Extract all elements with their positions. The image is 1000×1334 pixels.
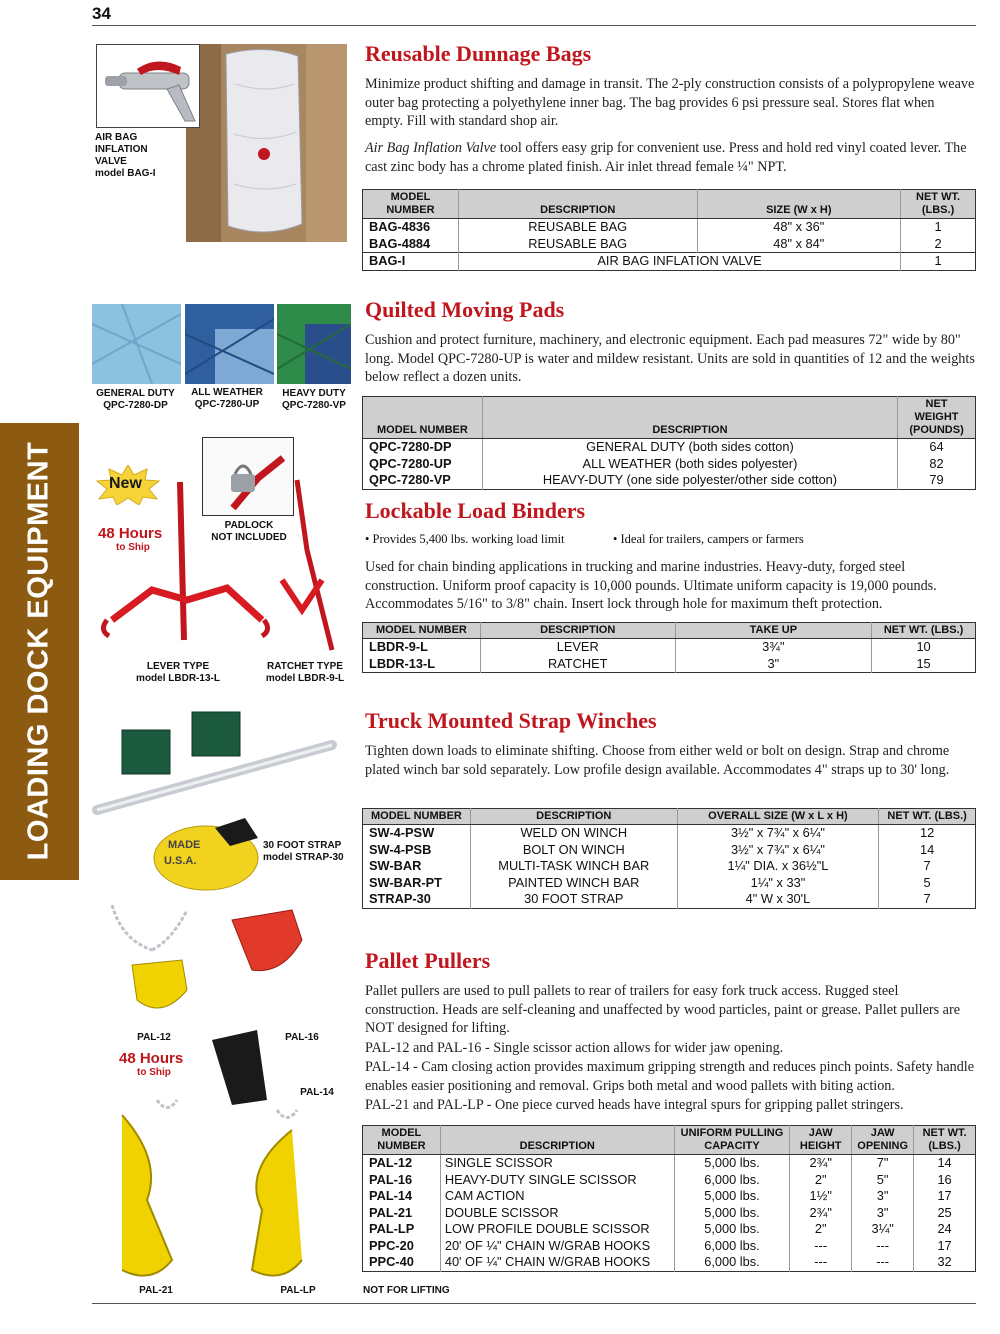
pad-quilt-pattern: [185, 304, 274, 384]
dunnage-bag-photo: [186, 44, 347, 242]
cell: ---: [852, 1254, 914, 1271]
strap-print-2: U.S.A.: [164, 855, 197, 867]
bottom-rule: [92, 1303, 976, 1304]
cell: STRAP-30: [369, 891, 431, 906]
table-header: [363, 1126, 976, 1155]
cell: 12: [879, 825, 976, 842]
cell: MULTI-TASK WINCH BAR: [470, 858, 677, 875]
cell: REUSABLE BAG: [458, 236, 697, 253]
cell: 7": [852, 1155, 914, 1172]
caption-line: HEAVY DUTY: [282, 388, 346, 399]
table-header: [363, 623, 976, 639]
caption-line: QPC-7280-UP: [194, 399, 260, 410]
cell: PAL-12: [369, 1155, 413, 1170]
winch-illustration: [92, 700, 354, 825]
cell: WELD ON WINCH: [470, 825, 677, 842]
table-row: [363, 219, 976, 236]
cell: 48" x 84": [697, 236, 901, 253]
caption-line: NOT INCLUDED: [211, 532, 287, 543]
cell: SW-4-PSW: [369, 825, 435, 840]
table-row: [363, 472, 976, 489]
col-weight: NET WT. (LBS.): [879, 809, 976, 825]
cell: 3": [675, 656, 872, 673]
cell: PPC-40: [369, 1254, 414, 1269]
caption-line: PADLOCK: [224, 520, 274, 531]
pallp-caption: PAL-LP: [280, 1285, 316, 1296]
ratchet-caption: [258, 661, 352, 685]
col-jaw-height: JAW HEIGHT: [790, 1126, 852, 1155]
col-weight: NET WEIGHT (POUNDS): [898, 397, 976, 439]
pullers-title: Pallet Pullers: [365, 948, 491, 973]
caption-line: model LBDR-9-L: [265, 673, 345, 684]
caption-line: AIR BAG: [95, 132, 138, 143]
table-row: [363, 1221, 976, 1238]
cell: 6,000 lbs.: [674, 1254, 790, 1271]
pad-quilt-pattern: [277, 304, 351, 384]
side-tab-label: LOADING DOCK EQUIPMENT: [22, 441, 55, 861]
ship-sub: to Ship: [137, 1067, 171, 1078]
cell: SW-BAR: [369, 858, 422, 873]
col-description: DESCRIPTION: [470, 809, 677, 825]
cell: LEVER: [480, 639, 675, 656]
binders-title: Lockable Load Binders: [365, 498, 586, 523]
caption-line: INFLATION: [95, 144, 148, 155]
cell: REUSABLE BAG: [458, 219, 697, 236]
col-description: DESCRIPTION: [482, 397, 897, 439]
cell: PAL-14: [369, 1188, 413, 1203]
cell: 3½" x 7¾" x 6¼": [677, 842, 879, 859]
cell: 30 FOOT STRAP: [470, 891, 677, 908]
col-model: MODEL NUMBER: [363, 190, 459, 219]
cell: SINGLE SCISSOR: [440, 1155, 674, 1172]
cell: 48" x 36": [697, 219, 901, 236]
strap-print-1: MADE: [168, 839, 201, 851]
table-row: [363, 858, 976, 875]
valve-text: tool offers easy grip for convenient use. Press and hold red vinyl coated lever. The cast zinc body has a chrome plated finish. Air inlet thread female ¼" NPT.: [365, 140, 967, 175]
table-header: [363, 190, 976, 219]
cell: HEAVY-DUTY SINGLE SCISSOR: [440, 1172, 674, 1189]
pal16-caption: PAL-16: [285, 1032, 319, 1043]
cell: 1¼" DIA. x 36½"L: [677, 858, 879, 875]
table-row: [363, 639, 976, 656]
cell: GENERAL DUTY (both sides cotton): [482, 439, 897, 456]
winches-title: Truck Mounted Strap Winches: [365, 708, 657, 733]
cell: LOW PROFILE DOUBLE SCISSOR: [440, 1221, 674, 1238]
cell: 2¾": [790, 1205, 852, 1222]
cell: 14: [879, 842, 976, 859]
ship-badge-2: [119, 1052, 183, 1080]
cell: ---: [790, 1238, 852, 1255]
col-takeup: TAKE UP: [675, 623, 872, 639]
cell: 5,000 lbs.: [674, 1188, 790, 1205]
dunnage-table: [362, 189, 976, 271]
ship-hours: 48 Hours: [119, 1050, 184, 1067]
general-duty-caption: [88, 388, 183, 412]
col-jaw-opening: JAW OPENING: [852, 1126, 914, 1155]
cell: 6,000 lbs.: [674, 1172, 790, 1189]
cell: BAG-I: [363, 253, 459, 271]
col-description: DESCRIPTION: [440, 1126, 674, 1155]
new-badge-label: New: [109, 475, 142, 492]
caption-line: QPC-7280-DP: [103, 400, 168, 411]
pads-desc: Cushion and protect furniture, machinery, and electronic equipment. Each pad measures 72" wide by 80" long. Model QPC-7280-UP is water and mildew resistant. Units are sold in quantities of 12 and the weights below reflect a dozen units.: [365, 332, 975, 386]
cell: ALL WEATHER (both sides polyester): [482, 456, 897, 473]
caption-line: model BAG-I: [95, 168, 156, 179]
cell: 1: [901, 219, 976, 236]
pal21-caption: PAL-21: [139, 1285, 173, 1296]
inflation-valve-photo: [96, 44, 200, 128]
cell: 5,000 lbs.: [674, 1221, 790, 1238]
caption-line: GENERAL DUTY: [96, 388, 175, 399]
dunnage-bag-illustration: [186, 44, 347, 242]
winches-table: [362, 808, 976, 909]
cell: 2": [790, 1221, 852, 1238]
col-capacity: UNIFORM PULLING CAPACITY: [674, 1126, 790, 1155]
pad-general-duty-swatch: [92, 304, 181, 384]
cell: 5,000 lbs.: [674, 1205, 790, 1222]
cell: 1: [901, 253, 976, 271]
table-row: [363, 1155, 976, 1172]
cell: PPC-20: [369, 1237, 414, 1253]
cell: 4" W x 30'L: [677, 891, 879, 908]
col-description: DESCRIPTION: [458, 190, 697, 219]
ship-hours: 48 Hours: [98, 525, 163, 542]
table-row: [363, 1172, 976, 1189]
cell: 2¾": [790, 1155, 852, 1172]
cell: 3¼": [852, 1221, 914, 1238]
cell: 10: [872, 639, 976, 656]
cell: 17: [914, 1238, 976, 1255]
table-row: [363, 875, 976, 892]
cell: 5": [852, 1172, 914, 1189]
table-row: [363, 253, 976, 271]
cell: LBDR-9-L: [369, 639, 428, 654]
col-model: MODEL NUMBER: [363, 809, 471, 825]
table-row: [363, 842, 976, 859]
table-header: [363, 397, 976, 439]
table-row: [363, 439, 976, 456]
all-weather-caption: [180, 387, 274, 411]
cell: ---: [852, 1238, 914, 1255]
caption-line: VALVE: [95, 156, 127, 167]
cell: LBDR-13-L: [369, 655, 436, 671]
pad-all-weather-swatch: [185, 304, 274, 384]
cell: 5: [879, 875, 976, 892]
binders-desc: Used for chain binding applications in trucking and marine industries. Heavy-duty, forged steel construction. Uniform proof capacity is 10,000 pounds. Ultimate uniform capacity is 19,000 pounds. Accommodates 5/16" to 3/8" chain. Insert lock through hole for maximum theft protection.: [365, 559, 937, 613]
cell: QPC-7280-DP: [369, 439, 452, 454]
cell: 6,000 lbs.: [674, 1238, 790, 1255]
cell: DOUBLE SCISSOR: [440, 1205, 674, 1222]
cell: 79: [898, 472, 976, 489]
page-number: 34: [92, 4, 111, 23]
cell: HEAVY-DUTY (one side polyester/other side cotton): [482, 472, 897, 489]
cell: 7: [879, 858, 976, 875]
table-row: [363, 1238, 976, 1255]
col-weight: NET WT. (LBS.): [914, 1126, 976, 1155]
cell: SW-4-PSB: [369, 841, 432, 857]
caption-line: model LBDR-13-L: [136, 673, 220, 684]
cell: 3¾": [675, 639, 872, 656]
cell: BAG-4884: [369, 235, 431, 251]
cell: 2": [790, 1172, 852, 1189]
dunnage-desc: Minimize product shifting and damage in transit. The 2-ply construction consists of a polypropylene weave outer bag protecting a polyethylene inner bag. The bag provides 6 psi pressure seal. Stores flat when empty. Fill with standard shop air.: [365, 76, 975, 130]
cell: 64: [898, 439, 976, 456]
winches-desc: Tighten down loads to eliminate shifting. Choose from either weld or bolt on design. Strap and chrome plated winch bar sold separately. Low profile design available. Accommodates 4" straps up to 30' long.: [365, 743, 950, 778]
dunnage-valve-desc: [365, 139, 975, 176]
pads-table: [362, 396, 976, 490]
cell: QPC-7280-VP: [369, 472, 451, 487]
not-for-lifting-note: NOT FOR LIFTING: [363, 1285, 450, 1296]
dunnage-title: Reusable Dunnage Bags: [365, 41, 592, 66]
cell: 17: [914, 1188, 976, 1205]
table-row: [363, 656, 976, 673]
cell: CAM ACTION: [440, 1188, 674, 1205]
binders-bullet-1: • Provides 5,400 lbs. working load limit: [365, 532, 565, 546]
cell: 24: [914, 1221, 976, 1238]
col-size: OVERALL SIZE (W x L x H): [677, 809, 879, 825]
col-model: MODEL NUMBER: [363, 1126, 441, 1155]
table-row: [363, 891, 976, 908]
table-row: [363, 825, 976, 842]
binders-bullet-2: • Ideal for trailers, campers or farmers: [613, 532, 804, 546]
cell: 15: [872, 656, 976, 673]
cell: QPC-7280-UP: [369, 455, 452, 471]
cell: 82: [898, 456, 976, 473]
pal14-caption: PAL-14: [300, 1087, 334, 1098]
cell: 7: [879, 891, 976, 908]
inflation-valve-illustration: [97, 45, 199, 127]
lever-caption: [128, 661, 228, 685]
cell: 2: [901, 236, 976, 253]
cell: BAG-4836: [369, 219, 431, 234]
cell: ---: [790, 1254, 852, 1271]
pullers-desc-3: PAL-14 - Cam closing action provides maximum gripping strength and reduces pinch points. Safety handle enables easier positioning and removal. Grips both metal and wood pallets with biting action.: [365, 1059, 975, 1094]
cell: 3": [852, 1205, 914, 1222]
cell: AIR BAG INFLATION VALVE: [458, 253, 900, 271]
top-rule: [92, 25, 976, 26]
pullers-desc: Pallet pullers are used to pull pallets to rear of trailers for easy fork truck access. Rugged steel construction. Heads are self-cleaning and unaffected by wood particles, paint or grease. Pallet pullers are NOT designed for lifting.: [365, 983, 960, 1037]
col-weight: NET WT. (LBS.): [872, 623, 976, 639]
table-row: [363, 456, 976, 473]
cell: RATCHET: [480, 656, 675, 673]
cell: 3½" x 7¾" x 6¼": [677, 825, 879, 842]
cell: 25: [914, 1205, 976, 1222]
pads-title: Quilted Moving Pads: [365, 297, 565, 322]
cell: SW-BAR-PT: [369, 874, 442, 890]
cell: BOLT ON WINCH: [470, 842, 677, 859]
caption-line: RATCHET TYPE: [267, 661, 343, 672]
cell: 3": [852, 1188, 914, 1205]
col-weight: NET WT. (LBS.): [901, 190, 976, 219]
col-size: SIZE (W x H): [697, 190, 901, 219]
cell: 40' OF ¼" CHAIN W/GRAB HOOKS: [440, 1254, 674, 1271]
strap-caption: [263, 840, 344, 864]
cell: 16: [914, 1172, 976, 1189]
table-header: [363, 809, 976, 825]
caption-line: model STRAP-30: [263, 852, 344, 863]
ship-sub: to Ship: [116, 542, 150, 553]
pal12-caption: PAL-12: [137, 1032, 171, 1043]
heavy-duty-caption: [274, 388, 354, 412]
pad-quilt-pattern: [92, 304, 181, 384]
strap-illustration: [150, 818, 262, 894]
cell: 5,000 lbs.: [674, 1155, 790, 1172]
caption-line: LEVER TYPE: [146, 661, 210, 672]
pad-heavy-duty-swatch: [277, 304, 351, 384]
cell: 1¼" x 33": [677, 875, 879, 892]
caption-line: 30 FOOT STRAP: [263, 840, 342, 851]
cell: PAL-16: [369, 1171, 413, 1187]
load-binders-illustration: [92, 470, 352, 660]
pullers-desc-4: PAL-21 and PAL-LP - One piece curved heads have integral spurs for gripping pallet stringers.: [365, 1097, 904, 1113]
cell: PAINTED WINCH BAR: [470, 875, 677, 892]
side-tab: [0, 423, 79, 880]
valve-lead: Air Bag Inflation Valve: [365, 140, 497, 156]
cell: PAL-LP: [369, 1221, 415, 1236]
pullers-table: [362, 1125, 976, 1272]
air-bag-caption: [95, 132, 156, 180]
table-row: [363, 1254, 976, 1271]
cell: 20' OF ¼" CHAIN W/GRAB HOOKS: [440, 1238, 674, 1255]
pullers-desc-2: PAL-12 and PAL-16 - Single scissor action allows for wider jaw opening.: [365, 1040, 784, 1056]
cell: 14: [914, 1155, 976, 1172]
table-row: [363, 1205, 976, 1222]
caption-line: ALL WEATHER: [191, 387, 263, 398]
col-model: MODEL NUMBER: [363, 397, 483, 439]
cell: 32: [914, 1254, 976, 1271]
col-description: DESCRIPTION: [480, 623, 675, 639]
table-row: [363, 236, 976, 253]
caption-line: QPC-7280-VP: [282, 400, 346, 411]
table-row: [363, 1188, 976, 1205]
cell: 1½": [790, 1188, 852, 1205]
binders-table: [362, 622, 976, 673]
col-model: MODEL NUMBER: [363, 623, 481, 639]
cell: PAL-21: [369, 1204, 413, 1220]
